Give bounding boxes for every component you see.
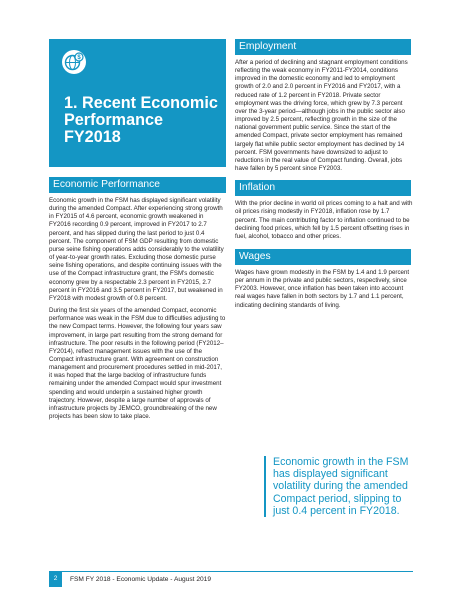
page-number: 2 [53, 575, 58, 582]
chapter-title: 1. Recent Economic Performance FY2018 [64, 94, 218, 146]
employment-paragraph: After a period of declining and stagnant employment conditions reflecting the weak economy in FY2011-FY2014, conditions improved in the domestic economy and led to employment growth of 2.0 and 2.0 percent in FY2016 and FY2017, with a reduced rate of 1.2 percent in FY2018. Private sector employment was the driving force, which grew by 7.3 percent over the 3-year period—although jobs in the public sector also improved by 2.5 percent, reflecting growth in the size of the national government public service. Since the start of the amended Compact, private sector employment has remained largely flat while public sector employment has declined by 14 percent. FSM governments have downsized to adjust to reductions in the real value of Compact funding. Overall, jobs have fallen by 5 percent since FY2003. [235, 59, 408, 173]
right-column [235, 39, 413, 310]
section-heading-economic-performance: Economic Performance [49, 177, 226, 193]
wages-paragraph: Wages have grown modestly in the FSM by 1.4 and 1.9 percent per annum in the private and public sectors, respectively, since FY2003. However, once inflation has been taken into account real wages have fallen in both sectors by 1.7 and 1.1 percent, indicating declining standards of living. [235, 268, 410, 309]
section-heading-inflation: Inflation [235, 180, 411, 196]
section-heading-wages: Wages [235, 249, 411, 265]
left-column [49, 39, 226, 421]
footer-publication-title: FSM FY 2018 - Economic Update - August 2019 [70, 576, 211, 583]
economic-performance-paragraph-2: During the first six years of the amended Compact, economic performance was weak in the FSM due to difficulties adjusting to the new Compact terms. However, the following four years saw improvement, in large part resulting from the strong demand for infrastructure. The poor results in the following period (FY2012–FY2014), reflect management issues with the use of the Compact infrastructure grant. With agreement on construction management and procurement procedures settled in mid-2017, it was hoped that the large backlog of infrastructure funds remaining under the amended Compact would spur investment spending and would underpin a sustained higher growth trajectory. However, despite a large number of approvals of infrastructure projects by JEMCO, groundbreaking of the new projects has been slow to take place. [49, 307, 226, 421]
section-heading-employment: Employment [235, 39, 411, 55]
pull-quote: Economic growth in the FSM has displayed significant volatility during the amended Compact period, slipping to just 0.4 percent in FY2018. [264, 456, 416, 517]
economic-performance-paragraph-1: Economic growth in the FSM has displayed significant volatility during the amended Compact. After experiencing strong growth in FY2015 of 4.6 percent, economic growth weakened in FY2016 recording 0.9 percent, improved in FY2017 to 2.7 percent, and has slipped during the last period to just 0.4 percent. The component of FSM GDP resulting from domestic purse seine fishing operations adds considerably to the volatility of year-to-year growth rates. Excluding those domestic purse seine fishing operations, and despite continuing issues with the use of the Compact infrastructure grant, the FSM's domestic economy grew by a respectable 2.3 percent in FY2015, 2.7 percent in FY2016 and 3.5 percent in FY2017, but weakened in FY2018 with modest growth of 0.8 percent. [49, 197, 224, 302]
globe-dollar-icon [61, 49, 87, 75]
inflation-paragraph: With the prior decline in world oil prices coming to a halt and with oil prices rising modestly in FY2018, inflation rose by 1.7 percent. The main contributing factor to inflation continued to be declining food prices, which fell by 1.5 percent offsetting rises in fuel, alcohol, tobacco and other prices. [235, 200, 413, 240]
svg-text:$: $ [77, 55, 81, 62]
footer-divider [49, 571, 413, 572]
chapter-banner [49, 39, 226, 167]
